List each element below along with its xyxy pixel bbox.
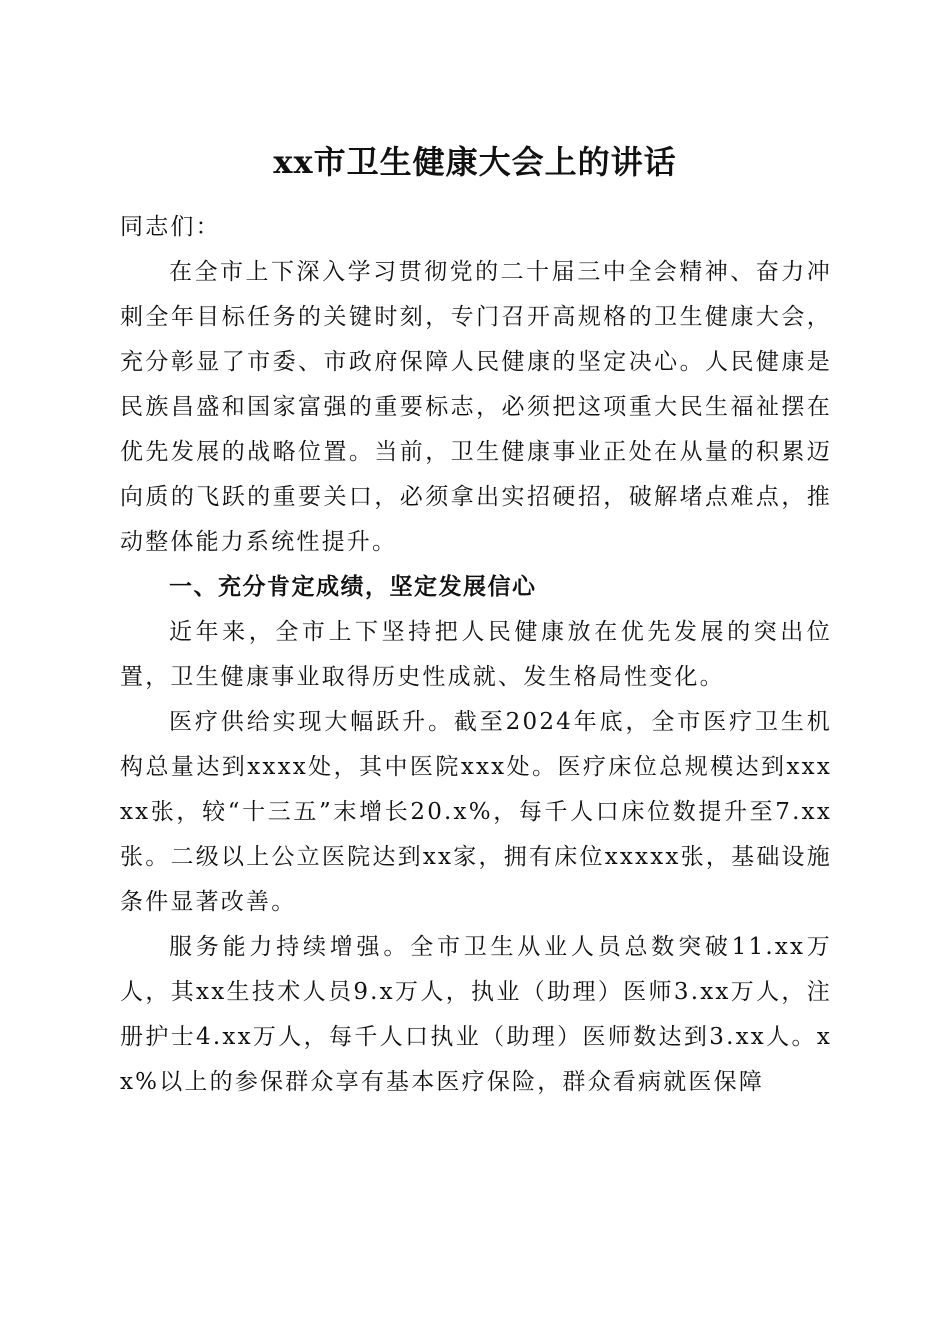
section-paragraph: 近年来，全市上下坚持把人民健康放在优先发展的突出位置，卫生健康事业取得历史性成就、发生格局性变化。 <box>120 619 832 690</box>
document-title: xx市卫生健康大会上的讲话 <box>273 143 677 181</box>
document-body <box>120 205 832 1105</box>
section-heading: 一、充分肯定成绩，坚定发展信心 <box>169 574 537 600</box>
section-paragraph: 医疗供给实现大幅跃升。截至2024年底，全市医疗卫生机构总量达到xxxx处，其中医院xxx处。医疗床位总规模达到xxxxx张，较“十三五”末增长20.x%，每千人口床位数提升至7.xx张。二级以上公立医院达到xx家，拥有床位xxxxx张，基础设施条件显著改善。 <box>120 709 832 915</box>
intro-paragraph: 在全市上下深入学习贯彻党的二十届三中全会精神、奋力冲刺全年目标任务的关键时刻，专门召开高规格的卫生健康大会，充分彰显了市委、市政府保障人民健康的坚定决心。人民健康是民族昌盛和国家富强的重要标志，必须把这项重大民生福祉摆在优先发展的战略位置。当前，卫生健康事业正处在从量的积累迈向质的飞跃的重要关口，必须拿出实招硬招，破解堵点难点，推动整体能力系统性提升。 <box>120 259 832 555</box>
section-paragraph: 服务能力持续增强。全市卫生从业人员总数突破11.xx万人，其xx生技术人员9.x万人，执业（助理）医师3.xx万人，注册护士4.xx万人，每千人口执业（助理）医师数达到3.xx人。xx%以上的参保群众享有基本医疗保险，群众看病就医保障 <box>120 934 832 1095</box>
salutation: 同志们： <box>120 214 221 240</box>
